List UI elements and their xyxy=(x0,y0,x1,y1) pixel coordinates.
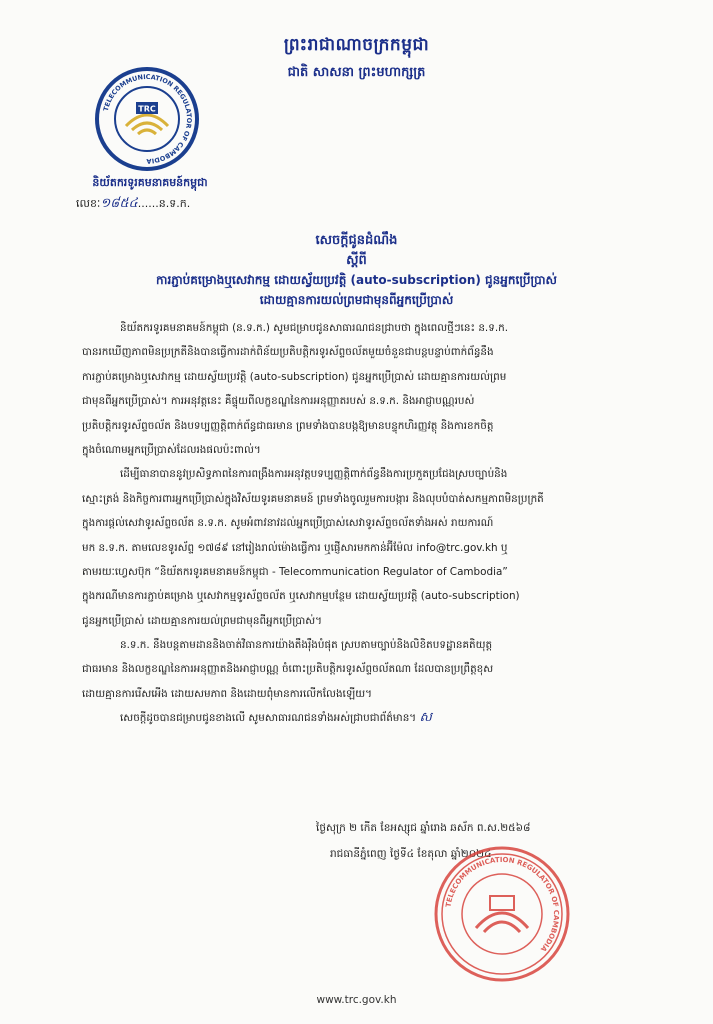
document-type: សេចក្ដីជូនដំណឹង xyxy=(315,233,398,248)
svg-text:TELECOMMUNICATION REGULATOR OF: TELECOMMUNICATION REGULATOR OF CAMBODIA xyxy=(444,855,561,953)
subject-line-1: ការភ្ជាប់គម្រោងឬសេវាកម្ម ដោយស្វ័យប្រវត្តិ (auto-subscription) ជូនអ្នកប្រើប្រាស់ xyxy=(156,273,557,287)
closing-text: សេចក្ដីដូចបានជម្រាបជូនខាងលើ សូមសាធារណជនទាំងអស់ជ្រាបជាព័ត៌មាន។ xyxy=(120,712,417,725)
reference-number: លេខៈ១៨៥៤......ន.ទ.ក. xyxy=(76,196,191,211)
body-line: ជូនអ្នកប្រើប្រាស់ ដោយគ្មានការយល់ព្រមជាមុនពីអ្នកប្រើប្រាស់។ xyxy=(82,614,322,627)
body-line: បានរកឃើញភាពមិនប្រក្រតីនិងបានធ្វើការដាក់ពិន័យប្រតិបត្តិករទូរស័ព្ទចល័តមួយចំនួនជាបន្តបន្ទាប់ពាក់ព័ន្ធនឹង xyxy=(82,346,494,359)
national-motto: ជាតិ សាសនា ព្រះមហាក្សត្រ xyxy=(287,65,426,80)
body-line: ជាមុនពីអ្នកប្រើប្រាស់។ ការអនុវត្តនេះ គឺផ្ទុយពីលក្ខខណ្ឌនៃការអនុញ្ញាតរបស់ ន.ទ.ក. និងអាជ្ញាបណ្ណរបស់ xyxy=(82,395,475,408)
body-line: និយ័តករទូរគមនាគមន៍កម្ពុជា (ន.ទ.ក.) សូមជម្រាបជូនសាធារណជនជ្រាបថា ក្នុងពេលថ្មីៗនេះ ន.ទ.ក. xyxy=(120,322,509,334)
document-about: ស្ដីពី xyxy=(346,253,367,268)
solar-date: រាជធានីភ្នំពេញ ថ្ងៃទី៤ ខែតុលា ឆ្នាំ២០២៤ xyxy=(330,848,492,860)
ref-number: ១៨៥៤ xyxy=(100,196,138,211)
body-line: មក ន.ទ.ក. តាមលេខទូរស័ព្ទ ១៧៨៩ នៅរៀងរាល់ម៉ោងធ្វើការ ឬផ្ញើសារមកកាន់អ៊ីម៉ែល info@trc.gov.kh ឬ xyxy=(82,541,508,554)
svg-text:TRC: TRC xyxy=(138,104,156,114)
body-line: ក្នុងការផ្ដល់សេវាទូរស័ព្ទចល័ត ន.ទ.ក. សូមអំពាវនាវដល់អ្នកប្រើប្រាស់សេវាទូរស័ព្ទចល័តទាំងអស់ រាយការណ៍ xyxy=(82,517,494,530)
body-line: ជាធរមាន និងលក្ខខណ្ឌនៃការអនុញ្ញាតនិងអាជ្ញាបណ្ណ ចំពោះប្រតិបត្តិករទូរស័ព្ទចល័តណា ដែលបានប្រព្រឹត្តខុស xyxy=(82,663,494,676)
handwritten-mark: ស xyxy=(419,710,432,726)
body-line: ក្នុងករណីមានការភ្ជាប់គម្រោង ឬសេវាកម្មទូរស័ព្ទចល័ត ឬសេវាកម្មបន្ថែម ដោយស្វ័យប្រវត្តិ (auto-subscription) xyxy=(82,590,520,603)
body-line: ដោយគ្មានការរើសអើង ដោយសមភាព និងដោយពុំមានការលើកលែងឡើយ។ xyxy=(82,687,372,700)
body-line: ដើម្បីធានាបាននូវប្រសិទ្ធភាពនៃការពង្រឹងការអនុវត្តបទប្បញ្ញត្តិពាក់ព័ន្ធនឹងការប្រកួតប្រជែងស្របច្បាប់និង xyxy=(120,468,508,481)
lunar-date: ថ្ងៃសុក្រ ២ កើត ខែអស្សុជ ឆ្នាំរោង ឆស័ក ព.ស.២៥៦៨ xyxy=(316,822,531,834)
ref-suffix: ន.ទ.ក. xyxy=(158,197,191,210)
kingdom-heading: ព្រះរាជាណាចក្រកម្ពុជា xyxy=(283,35,430,55)
ref-label: លេខៈ xyxy=(76,197,101,210)
body-line: ន.ទ.ក. នឹងបន្តតាមដាននិងចាត់វិធានការយ៉ាងតឹងរ៉ឹងបំផុត ស្របតាមច្បាប់និងលិខិតបទដ្ឋានគតិយុត្ត xyxy=(120,639,493,652)
body-line: ស្មោះត្រង់ និងកិច្ចការពារអ្នកប្រើប្រាស់ក្នុងវិស័យទូរគមនាគមន៍ ព្រមទាំងចូលរួមការបង្ការ និងលុបបំបាត់សកម្មភាពមិនប្រក្រតី xyxy=(82,492,544,505)
body-line: ក្នុងចំណោមអ្នកប្រើប្រាស់ដែលរងផលប៉ះពាល់។ xyxy=(82,443,261,456)
footer-website[interactable]: www.trc.gov.kh xyxy=(316,994,397,1006)
trc-logo-icon xyxy=(92,64,202,174)
body-line: ប្រតិបត្តិករទូរស័ព្ទចល័ត និងបទប្បញ្ញត្តិពាក់ព័ន្ធជាធរមាន ព្រមទាំងបានបង្កឱ្យមានបន្ទុកហិរញ្ញវត្ថុ និងការខកចិត្ត xyxy=(82,419,494,432)
subject-line-2: ដោយគ្មានការយល់ព្រមជាមុនពីអ្នកប្រើប្រាស់ xyxy=(259,293,454,307)
official-seal-icon xyxy=(428,840,576,988)
body-line: ការភ្ជាប់គម្រោងឬសេវាកម្ម ដោយស្វ័យប្រវត្តិ (auto-subscription) ជូនអ្នកប្រើប្រាស់ ដោយគ្មានការយល់ព្រម xyxy=(82,370,507,383)
closing-line xyxy=(82,706,662,730)
issuer-name: និយ័តករទូរគមនាគមន៍កម្ពុជា xyxy=(92,176,208,189)
body-line: តាមរយៈហ្វេសប៊ុក “និយ័តករទូរគមនាគមន៍កម្ពុជា - Telecommunication Regulator of Cambodia” xyxy=(82,565,508,578)
document-body xyxy=(82,316,662,731)
svg-text:TELECOMMUNICATION REGULATOR OF: TELECOMMUNICATION REGULATOR OF CAMBODIA xyxy=(101,72,194,166)
